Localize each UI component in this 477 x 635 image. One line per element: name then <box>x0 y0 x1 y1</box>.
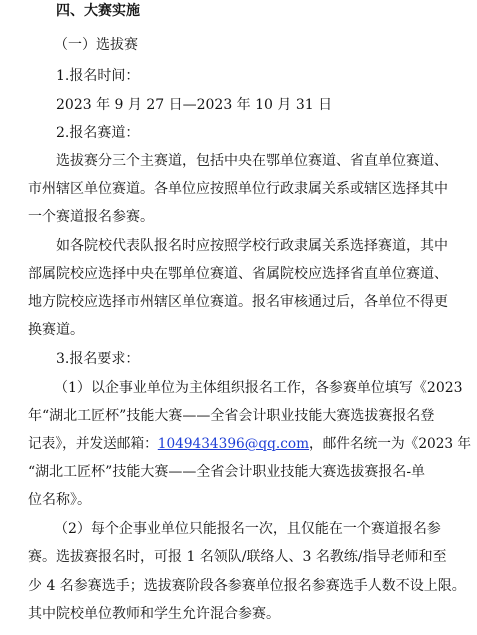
requirement-1-line-2: 年“湖北工匠杯”技能大赛——全省会计职业技能大赛选拔赛报名登 <box>28 408 435 424</box>
requirement-1-line-1: （1）以企事业单位为主体组织报名工作，各参赛单位填写《2023 <box>54 380 463 396</box>
email-link[interactable]: 1049434396@qq.com <box>157 436 310 452</box>
requirement-2-line-3: 少 4 名参赛选手；选拔赛阶段各参赛单位报名参赛选手人数不设上限。 <box>28 578 466 594</box>
track-paragraph-2-line-1: 如各院校代表队报名时应按照学校行政隶属关系选择赛道，其中 <box>56 238 448 254</box>
requirement-1-line-5: 位名称》。 <box>28 492 91 508</box>
time-label: 1.报名时间： <box>56 68 140 84</box>
requirements-label: 3.报名要求： <box>56 351 140 367</box>
requirement-2-line-4: 其中院校单位教师和学生允许混合参赛。 <box>28 606 280 622</box>
requirement-1-line-4: “湖北工匠杯”技能大赛——全省会计职业技能大赛选拔赛报名-单 <box>28 464 426 480</box>
track-paragraph-1-line-2: 市州辖区单位赛道。各单位应按照单位行政隶属关系或辖区选择其中 <box>28 181 448 197</box>
time-value: 2023 年 9 月 27 日—2023 年 10 月 31 日 <box>56 97 333 113</box>
track-paragraph-2-line-2: 部属院校应选择中央在鄂单位赛道、省属院校应选择省直单位赛道、 <box>28 266 448 282</box>
requirement-1-line-3-suffix: ，邮件名统一为《2023 年 <box>309 436 472 452</box>
track-label: 2.报名赛道： <box>56 125 140 141</box>
section-heading: 四、大赛实施 <box>56 3 140 19</box>
requirement-2-line-1: （2）每个企事业单位只能报名一次，且仅能在一个赛道报名参 <box>54 521 441 537</box>
subheading-selection: （一）选拔赛 <box>54 37 138 53</box>
requirement-2-line-2: 赛。选拔赛报名时，可报 1 名领队/联络人、3 名教练/指导老师和至 <box>28 549 447 565</box>
track-paragraph-2-line-4: 换赛道。 <box>28 322 84 338</box>
track-paragraph-1-line-3: 一个赛道报名参赛。 <box>28 209 154 225</box>
track-paragraph-1-line-1: 选拔赛分三个主赛道，包括中央在鄂单位赛道、省直单位赛道、 <box>56 153 448 169</box>
track-paragraph-2-line-3: 地方院校应选择市州辖区单位赛道。报名审核通过后，各单位不得更 <box>28 294 448 310</box>
requirement-1-line-3 <box>28 435 471 453</box>
requirement-1-line-3-prefix: 记表》，并发送邮箱： <box>28 436 158 452</box>
